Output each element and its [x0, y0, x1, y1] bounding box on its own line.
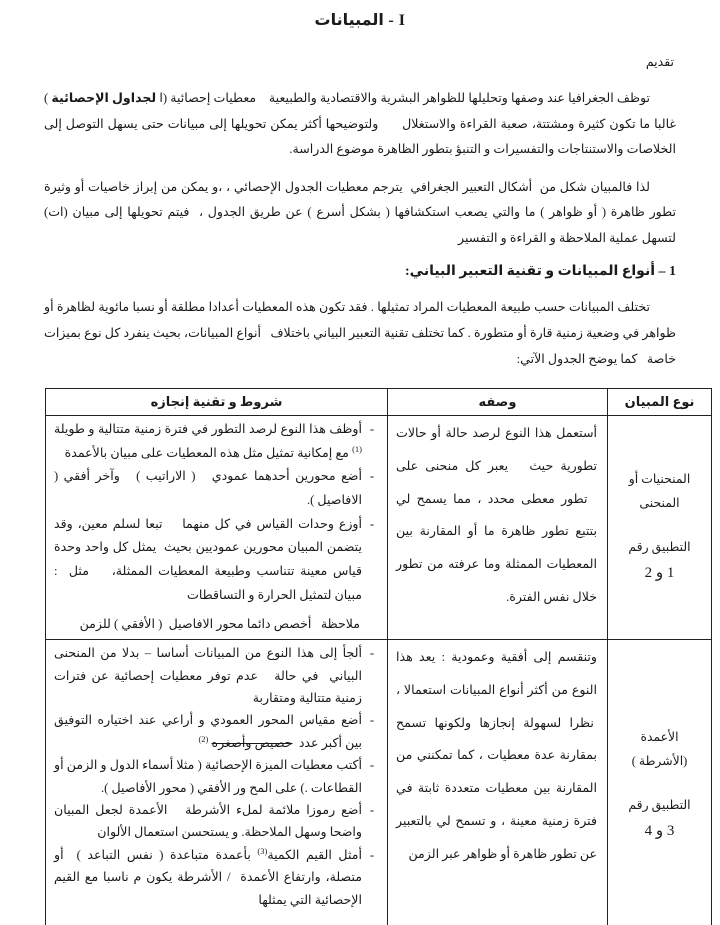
bullet-dash: - — [369, 422, 375, 437]
bullet-dash: - — [369, 516, 375, 531]
text-segment: أكتب معطيات الميزة الإحصائية ( مثلا أسماء الدول و الزمن أو القطاعات .) على المح ور الأفقي ( محور الأفاصيل ). — [54, 758, 362, 795]
bullet-item — [54, 418, 382, 465]
bullet-item — [54, 513, 382, 608]
bullet-dash: - — [369, 646, 375, 661]
bullet-item — [54, 754, 382, 799]
spacer — [612, 515, 707, 535]
bullet-item — [54, 799, 382, 844]
table-row — [46, 416, 712, 640]
bullet-item — [54, 465, 382, 512]
bullet-text — [54, 418, 362, 465]
application-numbers: 1 و 2 — [644, 565, 675, 582]
bullet-text — [54, 513, 362, 608]
diagram-types-table — [45, 388, 712, 925]
bullet-text — [54, 754, 362, 799]
bullet-item — [54, 844, 382, 911]
page-title: I - المبيانات — [314, 12, 406, 29]
bullet-dash: - — [369, 847, 375, 862]
note-line: ملاحظة أخصص دائما محور الافاصيل ( الأفقي ) للزمن — [79, 617, 360, 632]
table-header-row — [46, 389, 712, 416]
text-segment: أوظف هذا النوع لرصد التطور في فترة زمنية متتالية و طويلة — [54, 422, 362, 437]
footnote-ref: (2) — [198, 733, 209, 744]
text-segment: أوزع وحدات القياس في كل منهما تبعا لسلم معين، وقد يتضمن المبيان محورين عموديين بحيث يمثل كل واحد وحدة قياس معينة تتناسب وطبيعة المعطيات الممثلة، مثل : مبيان لتمثيل الحرارة و التساقطات — [54, 516, 362, 602]
diagram-type-name: المنحنيات أو — [628, 471, 691, 486]
col-header-type: نوع المبيان — [608, 389, 712, 416]
table-header — [46, 389, 712, 416]
bullet-dash: - — [369, 713, 375, 728]
footnote-ref: (1) — [352, 443, 362, 454]
conditions-cell — [46, 416, 388, 640]
table-body — [46, 416, 712, 925]
diagram-type-name: المنحنى — [639, 495, 680, 510]
bullet-text — [54, 844, 362, 911]
bullet-dash: - — [369, 469, 375, 484]
text-segment: أضع مقياس المحور العمودي و أراعي عند اختياره التوفيق بين أكبر عدد — [54, 713, 362, 750]
text-segment: بأعمدة متباعدة ( نفس التباعد ) أو متصلة، وارتفاع الأعمدة / الأشرطة يكون م ناسبا مع القيم الإحصائية التي يمثلها — [54, 847, 362, 907]
diagram-type-name: (الأشرطة ) — [631, 753, 688, 768]
text-segment: حصيص وأصغره — [211, 735, 293, 750]
bullet-text — [54, 465, 362, 512]
text-segment: أمثل القيم الكمية — [267, 847, 362, 862]
diagram-type-name: الأعمدة — [640, 729, 679, 744]
bullet-text — [54, 799, 362, 844]
col-header-description: وصفه — [388, 389, 608, 416]
text-segment: أضع رموزا ملائمة لملء الأشرطة الأعمدة لجعل المبيان واضحا وسهل الملاحظة. و يستحسن استعمال الألوان — [54, 802, 362, 840]
footnote-ref: (3) — [257, 845, 268, 856]
text-segment: لذا فالمبيان شكل من أشكال التعبير الجغرافي يترجم معطيات الجدول الإحصائي ، ،و يمكن من إبراز خاصيات أو وثيرة تطور ظاهرة ( أو ظواهر ) ما والتي يصعب استكشافها ( بشكل أسرع ) عن طريق الجدول ، فيتم تحويلها إلى مبيان (ات) لتسهل عملية الملاحظة و القراءة و التفسير — [44, 179, 676, 245]
spacer — [612, 773, 707, 793]
bullet-text — [54, 709, 362, 754]
text-segment: تختلف المبيانات حسب طبيعة المعطيات المراد تمثيلها . فقد تكون هذه المعطيات أعدادا مطلقة أو نسبا مائوية لظاهرة أو ظواهر في وضعية زمنية قارة أو متطورة . كما تختلف تقنية التعبير البياني باختلاف أنواع المبيانات، بحيث ينفرد كل نوع بميزات خاصة كما يوضح الجدول الآتي: — [44, 300, 676, 366]
paragraph-types-intro — [44, 295, 676, 372]
application-label: التطبيق رقم — [628, 540, 691, 555]
bullet-item — [54, 642, 382, 709]
bullet-item — [54, 709, 382, 754]
application-label: التطبيق رقم — [628, 798, 691, 813]
text-segment: وتنقسم إلى أفقية وعمودية : يعد هذا النوع من أكثر أنواع المبيانات استعمالا ، نظرا لسهولة إنجازها ولكونها تسمح بمقارنة عدة معطيات ، كما تمكنني من المقارنة بين معطيات متعددة ثابتة في فترة زمنية معينة ، و تسمح لي بالتعبير عن تطور ظاهرة أو ظواهر عبر الزمن — [396, 650, 597, 861]
intro-label: تقديم — [645, 55, 674, 69]
bullet-text — [54, 642, 362, 709]
description-cell — [388, 416, 608, 640]
description-cell — [388, 640, 608, 925]
paragraph-presentation — [44, 86, 676, 163]
paragraph-diagram-definition — [44, 175, 676, 252]
diagram-type-cell — [608, 640, 712, 925]
text-segment: ) غالبا ما تكون كثيرة ومشتتة، صعبة القراءة والاستغلال ولتوضيحها أكثر يمكن تحويلها إلى مبيانات حتى يسهل التوصل إلى الخلاصات والاستنتاجات والتفسيرات و التنبؤ بتطور الظاهرة موضوع الدراسة. — [44, 91, 676, 157]
text-segment: لجداول الإحصائية — [51, 91, 157, 105]
text-segment: ألجأ إلى هذا النوع من المبيانات أساسا – بدلا من المنحنى البياني في حالة عدم توفر معطيات إحصائية عن فترات زمنية متتالية ومتقاربة — [54, 646, 362, 705]
conditions-cell — [46, 640, 388, 925]
bullet-dash: - — [369, 758, 375, 773]
text-segment: أستعمل هذا النوع لرصد حالة أو حالات تطورية حيث يعبر كل منحنى على تطور معطى محدد ، مما يسمح لي بتتبع تطور ظاهرة ما أو المقارنة بين المعطيات الممثلة وما عرفته من تطور خلال نفس الفترة. — [396, 426, 597, 604]
bullet-dash: - — [369, 802, 375, 817]
text-segment: أضع محورين أحدهما عمودي ( الاراتيب ) وآخر أفقي ( الافاصيل ). — [54, 469, 362, 508]
col-header-conditions: شروط و تقنية إنجازه — [46, 389, 388, 416]
application-numbers: 3 و 4 — [644, 823, 675, 840]
text-segment: مع إمكانية تمثيل مثل هذه المعطيات على مبيان بالأعمدة — [64, 445, 353, 460]
section-heading: 1 – أنواع المبيانات و تقنية التعبير البياني: — [405, 264, 676, 280]
table-row — [46, 640, 712, 925]
diagram-type-cell — [608, 416, 712, 640]
text-segment: توظف الجغرافيا عند وصفها وتحليلها للظواهر البشرية والاقتصادية والطبيعية معطيات إحصائية (ا — [156, 91, 651, 105]
